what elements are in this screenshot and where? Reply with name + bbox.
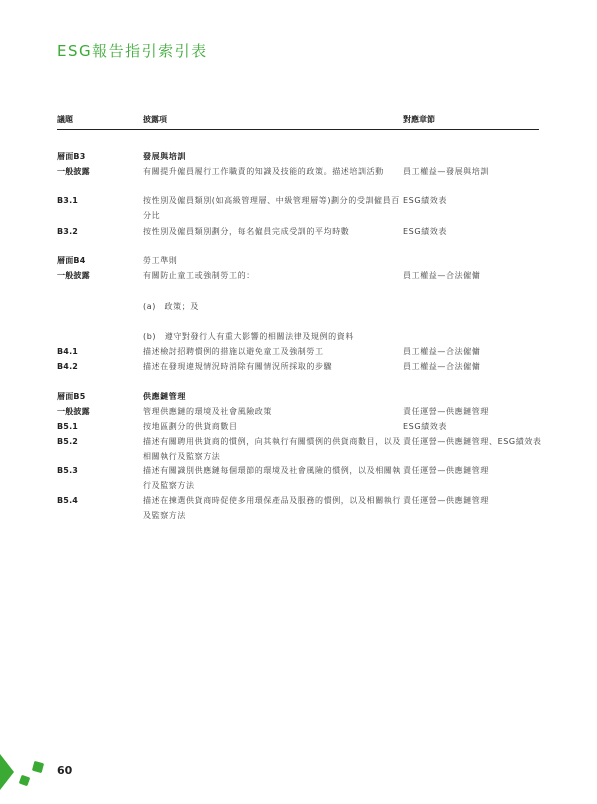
row-disclosure: 描述檢討招聘慣例的措施以避免童工及強制勞工 (143, 347, 324, 356)
header-disclosure: 披露項 (143, 115, 167, 124)
row-code: B3.1 (57, 196, 79, 205)
row-disclosure: 供應鏈管理 (143, 392, 186, 401)
row-disclosure: (a) 政策；及 (143, 302, 199, 311)
row-code: B3.2 (57, 227, 79, 236)
row-code: B5.3 (57, 466, 79, 475)
row-chapter: 員工權益—發展與培訓 (403, 166, 489, 176)
row-code: B4.2 (57, 362, 79, 371)
header-chapter: 對應章節 (403, 115, 435, 124)
row-disclosure: 按性別及僱員類別(如高級管理層、中級管理層等)劃分的受訓僱員百分比 (143, 196, 400, 220)
row-disclosure: 勞工準則 (143, 256, 178, 265)
row-code: B5.4 (57, 496, 79, 505)
page-number: 60 (57, 764, 73, 777)
row-code: B5.2 (57, 437, 79, 446)
corner-decoration (0, 750, 50, 804)
row-disclosure: 管理供應鏈的環境及社會風險政策 (143, 407, 272, 416)
row-code: 一般披露 (57, 271, 90, 280)
row-disclosure: 按性別及僱員類別劃分，每名僱員完成受訓的平均時數 (143, 227, 350, 236)
page-title: ESG報告指引索引表 (57, 42, 208, 60)
row-disclosure: 描述在揀選供貨商時促使多用環保產品及服務的慣例，以及相關執行及監察方法 (143, 496, 401, 520)
row-disclosure: 描述有關識別供應鏈每個環節的環境及社會風險的慣例，以及相關執行及監察方法 (143, 466, 401, 490)
row-chapter: 責任運營—供應鏈管理 (403, 496, 489, 505)
row-code: 層面B4 (57, 256, 86, 265)
row-code: 一般披露 (57, 407, 90, 416)
row-chapter: 責任運營—供應鏈管理、ESG績效表 (403, 437, 542, 446)
row-disclosure: 有關提升僱員履行工作職責的知識及技能的政策。描述培訓活動 (143, 166, 384, 176)
row-code: 層面B3 (57, 152, 86, 161)
green-square-large (32, 761, 44, 773)
green-square-small (19, 775, 31, 787)
row-code: 層面B5 (57, 392, 86, 401)
header-divider (57, 129, 539, 130)
row-chapter: ESG績效表 (403, 227, 447, 236)
table-header (57, 114, 539, 128)
row-chapter: ESG績效表 (403, 422, 447, 431)
green-corner-triangle (0, 754, 14, 790)
row-disclosure: 描述有關聘用供貨商的慣例，向其執行有關慣例的供貨商數目，以及相關執行及監察方法 (143, 437, 401, 461)
row-chapter: 員工權益—合法僱傭 (403, 362, 481, 371)
row-disclosure: 發展與培訓 (143, 152, 186, 161)
row-disclosure: 有關防止童工或強制勞工的： (143, 271, 255, 280)
row-disclosure: (b) 遵守對發行人有重大影響的相關法律及規例的資料 (143, 332, 354, 341)
row-code: 一般披露 (57, 166, 90, 176)
row-code: B5.1 (57, 422, 79, 431)
row-code: B4.1 (57, 347, 79, 356)
row-chapter: 責任運營—供應鏈管理 (403, 407, 489, 416)
row-chapter: ESG績效表 (403, 196, 447, 205)
row-disclosure: 描述在發現違規情況時消除有關情況所採取的步驟 (143, 362, 333, 371)
row-chapter: 員工權益—合法僱傭 (403, 347, 481, 356)
row-disclosure: 按地區劃分的供貨商數目 (143, 422, 238, 431)
row-chapter: 責任運營—供應鏈管理 (403, 466, 489, 475)
header-topic: 議題 (57, 115, 73, 124)
row-chapter: 員工權益—合法僱傭 (403, 271, 481, 280)
